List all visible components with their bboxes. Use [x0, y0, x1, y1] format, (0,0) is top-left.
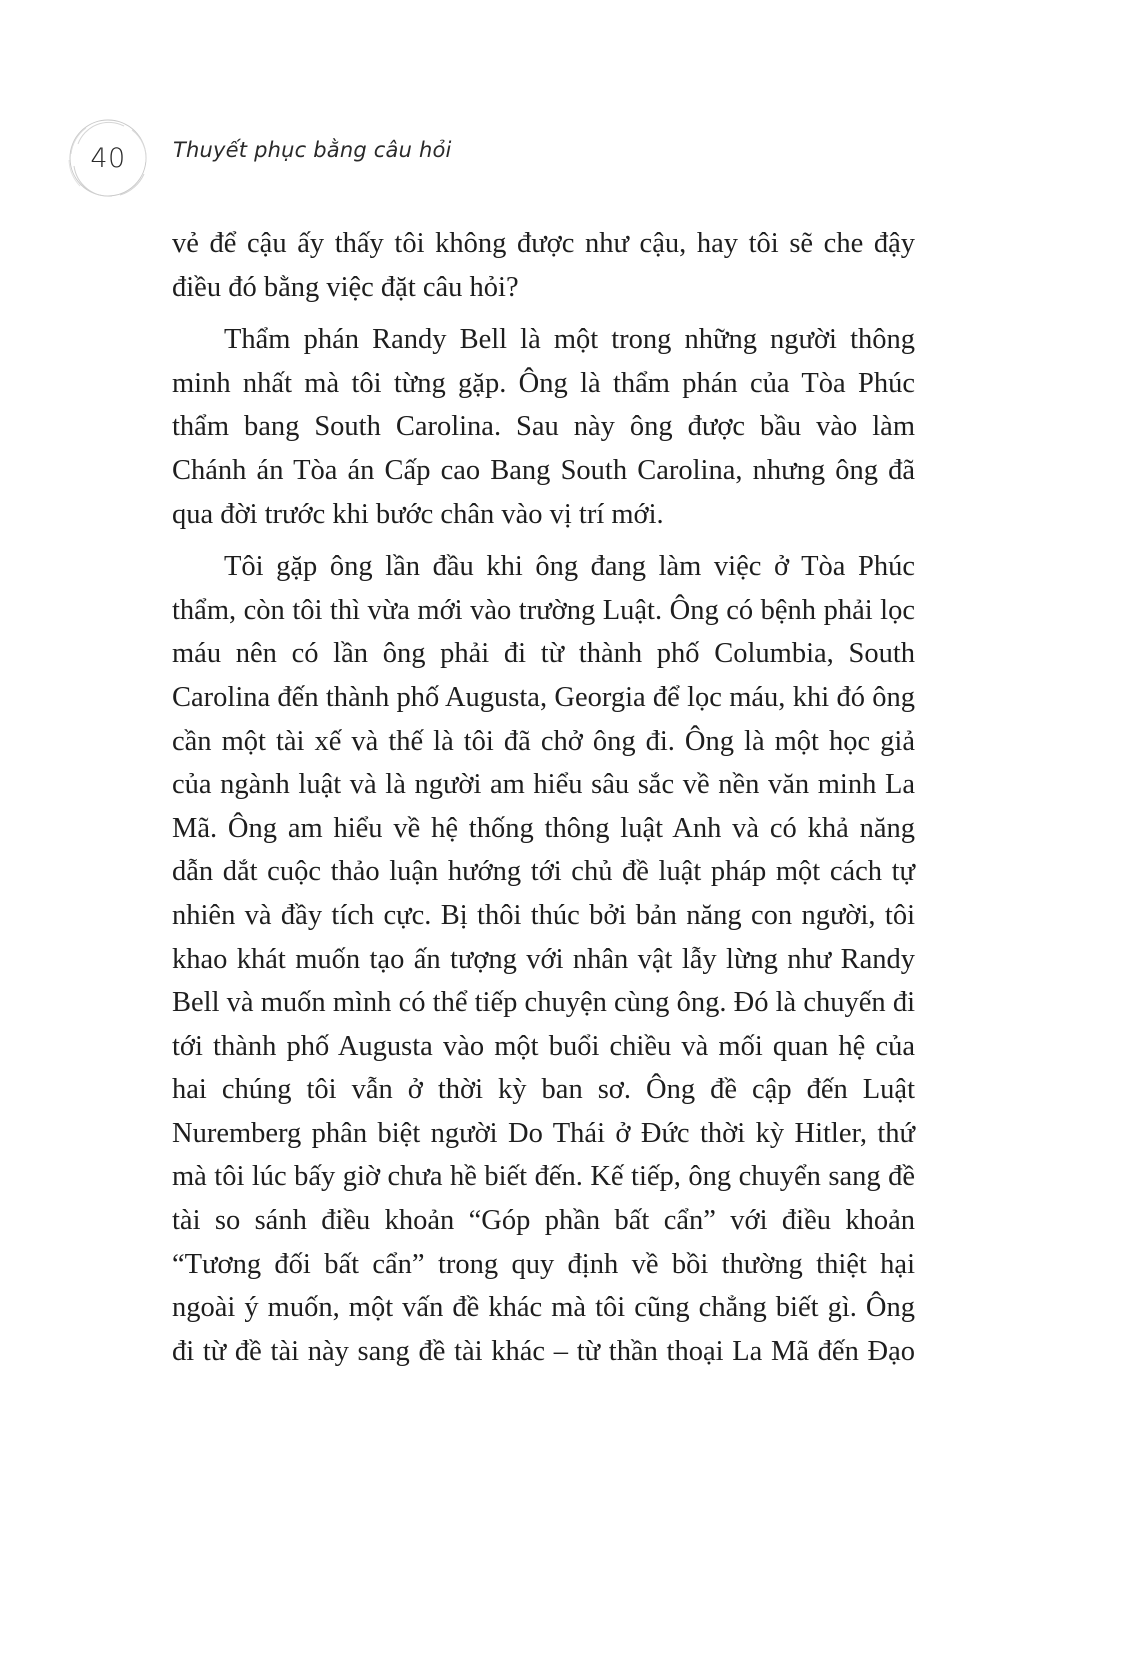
paragraph: Thẩm phán Randy Bell là một trong những người thông minh nhất mà tôi từng gặp. Ông là thẩm phán của Tòa Phúc thẩm bang South Carolina. Sau này ông được bầu vào làm Chánh án Tòa án Cấp cao Bang South Carolina, nhưng ông đã qua đời trước khi bước chân vào vị trí mới.	[172, 324, 915, 530]
body-text	[172, 222, 915, 1373]
paragraph-continued: vẻ để cậu ấy thấy tôi không được như cậu, hay tôi sẽ che đậy điều đó bằng việc đặt câu hỏi?	[172, 228, 915, 303]
page-header	[0, 0, 1126, 220]
running-title: Thuyết phục bằng câu hỏi	[173, 138, 452, 162]
paragraph: Tôi gặp ông lần đầu khi ông đang làm việc ở Tòa Phúc thẩm, còn tôi thì vừa mới vào trường Luật. Ông có bệnh phải lọc máu nên có lần ông phải đi từ thành phố Columbia, South Carolina đến thành phố Augusta, Georgia để lọc máu, khi đó ông cần một tài xế và thế là tôi đã chở ông đi. Ông là một học giả của ngành luật và là người am hiểu sâu sắc về nền văn minh La Mã. Ông am hiểu về hệ thống thông luật Anh và có khả năng dẫn dắt cuộc thảo luận hướng tới chủ đề luật pháp một cách tự nhiên và đầy tích cực. Bị thôi thúc bởi bản năng con người, tôi khao khát muốn tạo ấn tượng với nhân vật lẫy lừng như Randy Bell và muốn mình có thể tiếp chuyện cùng ông. Đó là chuyến đi tới thành phố Augusta vào một buổi chiều và mối quan hệ của hai chúng tôi vẫn ở thời kỳ ban sơ. Ông đề cập đến Luật Nuremberg phân biệt người Do Thái ở Đức thời kỳ Hitler, thứ mà tôi lúc bấy giờ chưa hề biết đến. Kế tiếp, ông chuyển sang đề tài so sánh điều khoản “Góp phần bất cẩn” với điều khoản “Tương đối bất cẩn” trong quy định về bồi thường thiệt hại ngoài ý muốn, một vấn đề khác mà tôi cũng chẳng biết gì. Ông đi từ đề tài này sang đề tài khác – từ thần thoại La Mã đến Đạo	[172, 551, 915, 1367]
page-number: 40	[90, 142, 126, 174]
